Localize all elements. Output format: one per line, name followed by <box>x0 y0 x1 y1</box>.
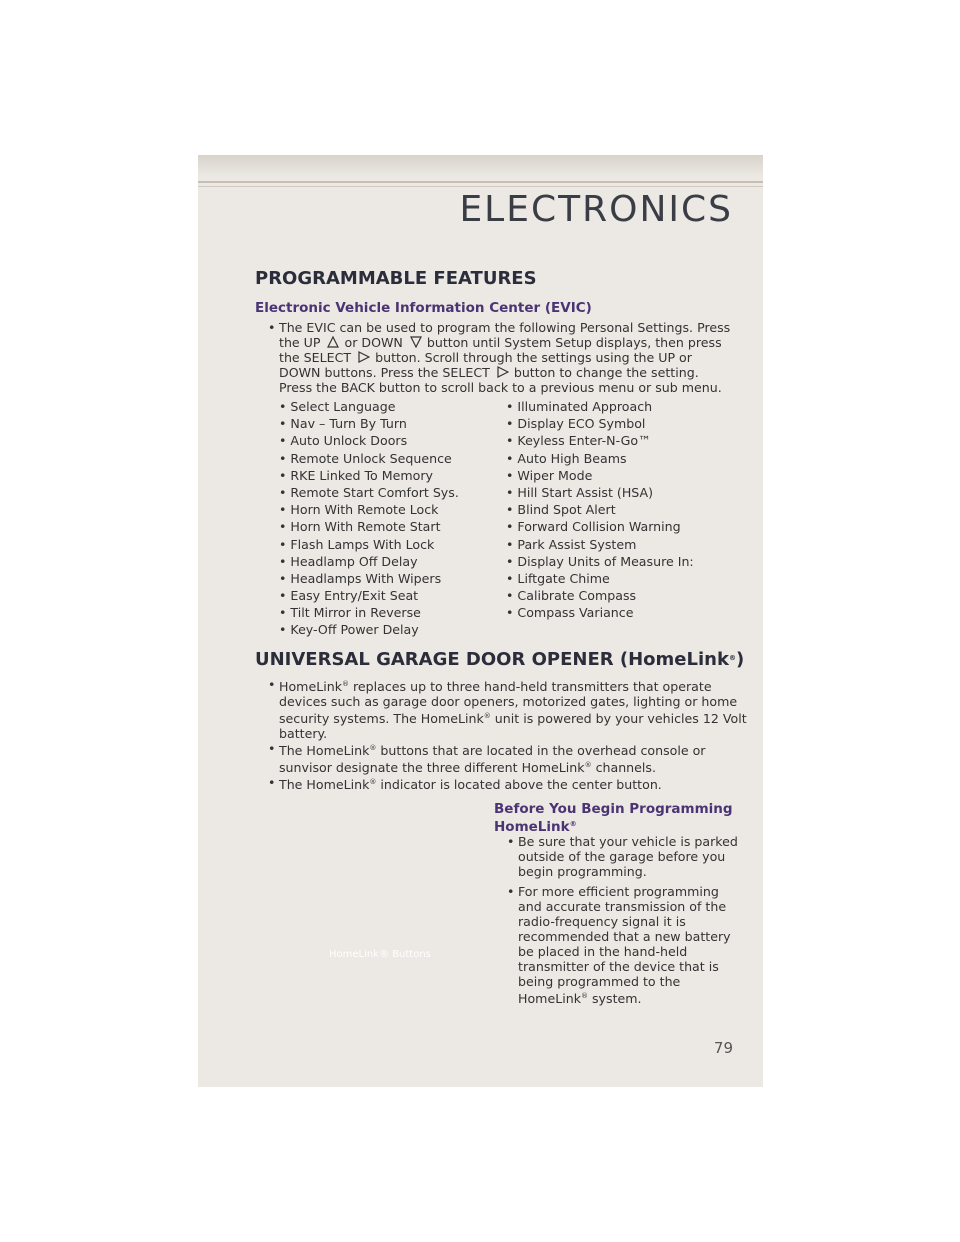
bullet-dot: • <box>268 677 276 692</box>
select-arrow-icon <box>358 351 370 363</box>
feature-item: • Display ECO Symbol <box>506 416 646 432</box>
header-rule <box>198 181 763 183</box>
manual-page: ELECTRONICS PROGRAMMABLE FEATURES Electronic Vehicle Information Center (EVIC) • The EVIC can be used to program the following Personal Settings. Press the UP or DOWN button until System Setup displays, then press the SELECT button. Scroll through the settings using the UP or DOWN buttons. Press the SELECT button to change the setting. Press the BACK button to scroll back to a previous menu or sub menu. • Select Language • Nav – Turn By Turn • Auto Unlock Doors • Remote Unlock Sequence • RKE Linked To Memory • Remote Start Comfort Sys. • Horn With Remote Lock • Horn With Remote Start • Flash Lamps With Lock • Headlamp Off Delay • Headlamps With Wipers • Easy Entry/Exit Seat • Tilt Mirror in Reverse • Key-Off Power Delay • Illuminated Approach • Display ECO Symbol • Keyless Enter-N-Go™ • Auto High Beams • Wiper Mode • Hill Start Assist (HSA) • Blind Spot Alert • Forward Collision Warning • Park Assist System • Display Units of Measure In: • Liftgate Chime • Calibrate Compass • Compass Variance UNIVERSAL GARAGE DOOR OPENER (HomeLink®) • HomeLink® replaces up to three hand-held transmitters that operate devices such as garage door openers, motorized gates, lighting or home security systems. The HomeLink® unit is powered by your vehicles 12 Volt battery. • The HomeLink® buttons that are located in the overhead console or sunvisor designate the three different HomeLink® channels. • The HomeLink® indicator is located above the center button. HomeLink® Buttons Before You Begin Programming HomeLink® • Be sure that your vehicle is parked outside of the garage before you begin programming. • For more efficient programming and accurate transmission of the radio-frequency signal it is recommended that a new battery be placed in the hand-held transmitter of the device that is being programmed to the HomeLink® system. 79 <box>198 155 763 1087</box>
features-list-left <box>279 399 459 640</box>
text-line: being programmed to the <box>518 974 681 989</box>
feature-item: • Select Language <box>279 399 396 414</box>
up-arrow-icon <box>327 336 339 348</box>
figure-caption: HomeLink® Buttons <box>329 949 431 960</box>
bullet-dot: • <box>507 884 515 899</box>
feature-item: • Liftgate Chime <box>506 570 610 586</box>
homelink-heading: UNIVERSAL GARAGE DOOR OPENER (HomeLink®) <box>255 649 745 670</box>
text-line: For more efficient programming <box>518 884 719 899</box>
features-list-right <box>506 399 694 622</box>
feature-item: • Horn With Remote Lock <box>279 502 439 518</box>
text-line: radio-frequency signal it is <box>518 914 686 929</box>
feature-item: • Forward Collision Warning <box>506 519 681 535</box>
bullet-dot: • <box>507 834 515 849</box>
feature-item: • Tilt Mirror in Reverse <box>279 605 421 621</box>
feature-item: • Calibrate Compass <box>506 588 637 604</box>
text-line: be placed in the hand-held <box>518 944 688 959</box>
feature-item: • Hill Start Assist (HSA) <box>506 484 654 500</box>
feature-item: • Remote Start Comfort Sys. <box>279 484 459 500</box>
text-line: transmitter of the device that is <box>518 959 719 974</box>
feature-item: • Blind Spot Alert <box>506 502 616 518</box>
text-line: Be sure that your vehicle is parked <box>518 834 738 849</box>
homelink-buttons-figure <box>255 793 490 969</box>
feature-item: • Nav – Turn By Turn <box>279 416 407 432</box>
feature-item: • Auto High Beams <box>506 450 627 466</box>
feature-item: • Easy Entry/Exit Seat <box>279 588 419 604</box>
page-number: 79 <box>713 1039 733 1057</box>
feature-item: • Horn With Remote Start <box>279 519 441 535</box>
text-line: begin programming. <box>518 864 647 879</box>
section-title: ELECTRONICS <box>459 189 733 230</box>
bullet-dot: • <box>268 775 276 790</box>
feature-item: • Remote Unlock Sequence <box>279 450 452 466</box>
feature-item: • Keyless Enter-N-Go™ <box>506 433 651 449</box>
select-arrow-icon <box>497 366 509 378</box>
feature-item: • Wiper Mode <box>506 467 593 483</box>
feature-item: • RKE Linked To Memory <box>279 467 433 483</box>
text-line: and accurate transmission of the <box>518 899 727 914</box>
feature-item: • Compass Variance <box>506 605 634 621</box>
text-line: recommended that a new battery <box>518 929 731 944</box>
bullet-dot: • <box>268 741 276 756</box>
feature-item: • Key-Off Power Delay <box>279 622 419 638</box>
feature-item: • Illuminated Approach <box>506 399 653 414</box>
feature-item: • Headlamp Off Delay <box>279 553 418 569</box>
feature-item: • Flash Lamps With Lock <box>279 536 435 552</box>
feature-item: • Display Units of Measure In: <box>506 553 694 569</box>
down-arrow-icon <box>410 336 422 348</box>
bullet-dot: • <box>268 320 276 335</box>
programmable-features-heading: PROGRAMMABLE FEATURES <box>255 268 537 289</box>
text-line: outside of the garage before you <box>518 849 726 864</box>
feature-item: • Park Assist System <box>506 536 637 552</box>
before-programming-heading: Before You Begin Programming HomeLink® <box>494 801 733 835</box>
evic-subheading: Electronic Vehicle Information Center (EVIC) <box>255 300 592 316</box>
header-rule-thin <box>198 186 763 187</box>
feature-item: • Headlamps With Wipers <box>279 570 442 586</box>
feature-item: • Auto Unlock Doors <box>279 433 408 449</box>
